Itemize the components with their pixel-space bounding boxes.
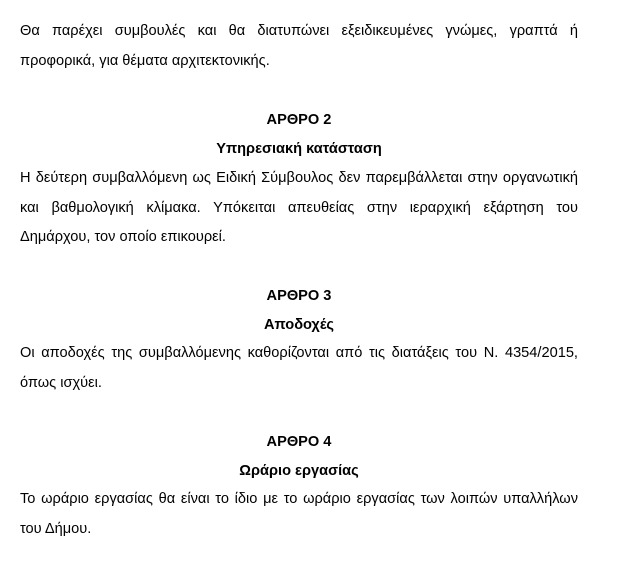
article-2-title: Υπηρεσιακή κατάσταση [216, 141, 382, 157]
intro-paragraph: Θα παρέχει συμβουλές και θα διατυπώνει εξειδικευμένες γνώμες, γραπτά ή προφορικά, για θέματα αρχιτεκτονικής. [20, 23, 578, 69]
article-3-number: ΑΡΘΡΟ 3 [266, 288, 332, 304]
article-3-body: Οι αποδοχές της συμβαλλόμενης καθορίζονται από τις διατάξεις του Ν. 4354/2015, όπως ισχύει. [20, 345, 578, 391]
article-2-body: Η δεύτερη συμβαλλόμενη ως Ειδική Σύμβουλος δεν παρεμβάλλεται στην οργανωτική και βαθμολογική κλίμακα. Υπόκειται απευθείας στην ιεραρχική εξάρτηση του Δημάρχου, τον οποίο επικουρεί. [20, 170, 578, 245]
article-4-body: Το ωράριο εργασίας θα είναι το ίδιο με το ωράριο εργασίας των λοιπών υπαλλήλων του Δήμου. [20, 491, 578, 537]
article-3-title: Αποδοχές [263, 317, 335, 333]
article-4-number: ΑΡΘΡΟ 4 [266, 434, 332, 450]
article-2-number: ΑΡΘΡΟ 2 [266, 112, 332, 128]
article-4-title: Ωράριο εργασίας [239, 463, 359, 479]
